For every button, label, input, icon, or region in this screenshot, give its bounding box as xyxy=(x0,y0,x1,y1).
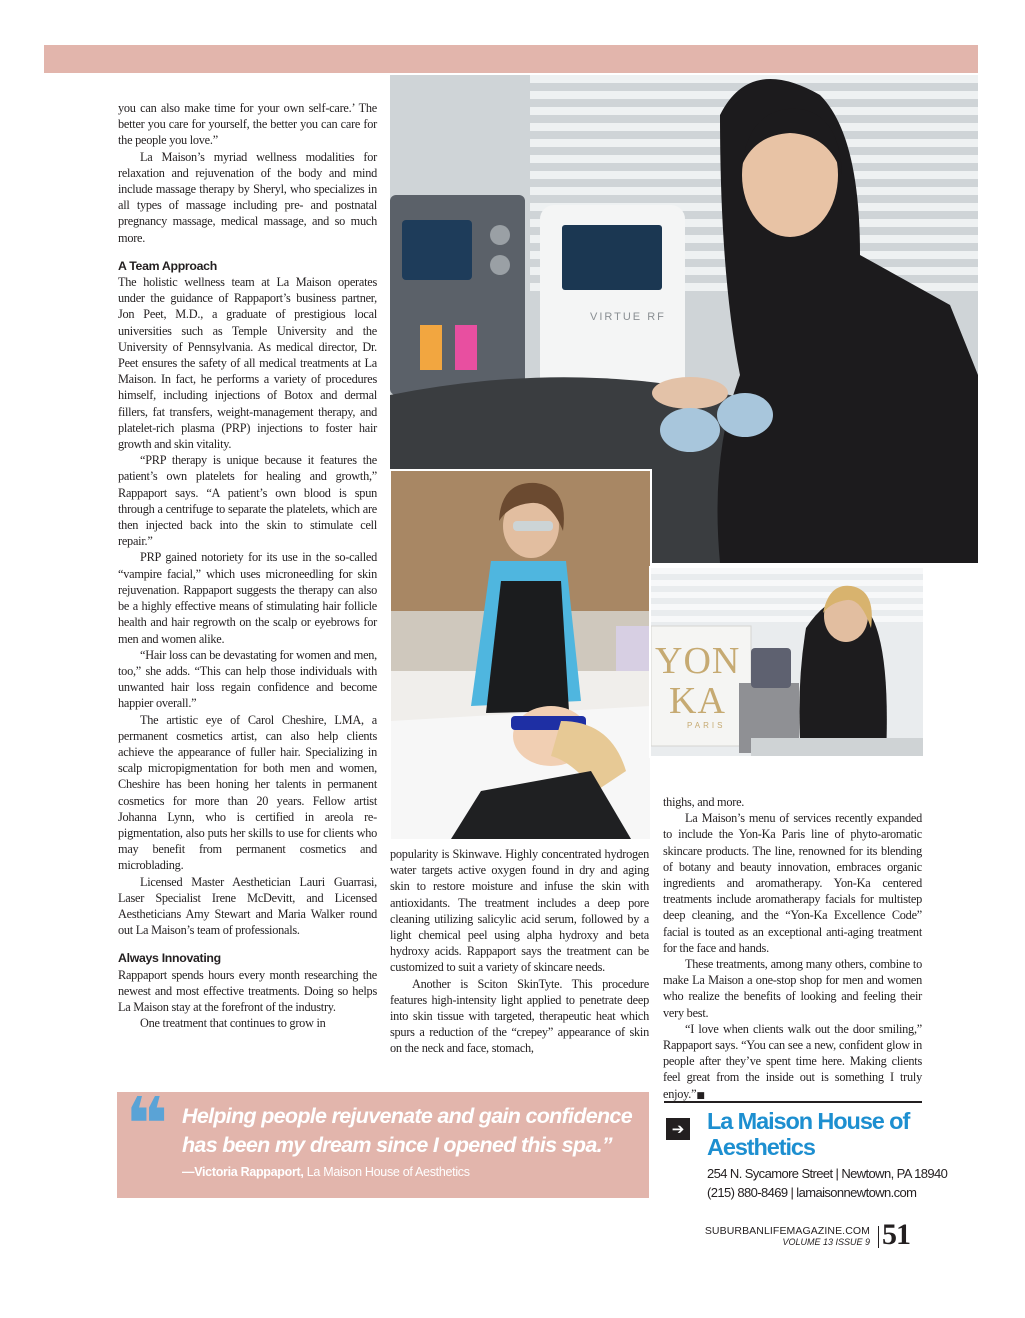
paragraph: popularity is Skinwave. Highly concentrated hydrogen water targets active oxygen found in dry and aging skin to restore moisture and infuse the skin with antioxidants. The treatment includes a deep pore cleaning utilizing salicylic acid serum, followed by a light chemical peel using alpha hydroxy and beta hydroxy acids. Rappaport says the treatment can be customized to suit a variety of skincare needs. xyxy=(390,847,649,975)
paragraph: La Maison’s myriad wellness modalities for relaxation and rejuvenation of the body and mind include massage therapy by Sheryl, who specializes in all types of massage including pre- and postnatal pregnancy massage, medical massage, and so much more. xyxy=(118,149,377,245)
paragraph: you can also make time for your own self-care.’ The better you care for yourself, the better you can care for the people you love.” xyxy=(118,101,377,148)
business-phone-website: (215) 880-8469 | lamaisonnewtown.com xyxy=(707,1185,917,1200)
paragraph: Another is Sciton SkinTyte. This procedure features high-intensity light applied to penetrate deep into skin tissue with targeted, therapeutic heat which spurs a reduction of the “crepey” appearance of skin on the neck and face, stomach, xyxy=(390,976,649,1056)
section-heading: A Team Approach xyxy=(118,258,217,273)
header-color-band xyxy=(44,45,978,73)
paragraph: La Maison’s menu of services recently expanded to include the Yon-Ka Paris line of phyto-aromatic skincare products. The line, renowned for its blending of botany and beauty innovation, embraces organic ingredients and aromatherapy. Yon-Ka centered treatments include aromatherapy facials for multistep deep cleaning, and the “Yon-Ka Excellence Code” facial is touted as an exceptional anti-aging treatment for the face and hands. xyxy=(663,811,922,955)
footer-volume: VOLUME 13 ISSUE 9 xyxy=(782,1237,870,1247)
article-column-3 xyxy=(663,794,922,1104)
paragraph: Licensed Master Aesthetician Lauri Guarrasi, Laser Specialist Irene McDevitt, and Licensed Aestheticians Amy Stewart and Maria Walker round out La Maison’s team of professionals. xyxy=(118,874,377,938)
attribution-org: La Maison House of Aesthetics xyxy=(306,1165,470,1179)
article-column-1 xyxy=(118,100,377,1031)
paragraph: Rappaport spends hours every month researching the newest and most effective treatments. Doing so helps La Maison stay at the forefront of the industry. xyxy=(118,967,377,1014)
section-heading: Always Innovating xyxy=(118,951,221,966)
yonka-logo-top: YON xyxy=(655,640,741,682)
end-mark: ■ xyxy=(696,1090,705,1101)
paragraph: thighs, and more. xyxy=(663,795,745,809)
device-label: VIRTUE RF xyxy=(590,311,666,323)
attribution-name: —Victoria Rappaport, xyxy=(182,1165,304,1179)
paragraph: These treatments, among many others, combine to make La Maison a one-stop shop for men and women who realize the benefits of looking and feeling their very best. xyxy=(663,957,922,1020)
article-column-2 xyxy=(390,846,649,1057)
paragraph: “PRP therapy is unique because it features the patient’s own platelets for healing and growth,” Rappaport says. “A patient’s own blood is spun through a centrifuge to separate the platelets, which are then injected back into the skin to stimulate cell repair.” xyxy=(118,453,377,549)
paragraph: One treatment that continues to grow in xyxy=(140,1016,326,1031)
business-name: La Maison House of Aesthetics xyxy=(707,1108,910,1160)
paragraph-text: “I love when clients walk out the door smiling,” Rappaport says. “You can see a new, confident glow in people after they’ve spent time here. Making clients feel great from the inside out is something I truly enjoy.” xyxy=(663,1021,922,1101)
page-number: 51 xyxy=(882,1218,910,1251)
yonka-logo-bottom: KA xyxy=(669,680,726,722)
business-contact xyxy=(707,1164,947,1202)
paragraph: The artistic eye of Carol Cheshire, LMA, a permanent cosmetics artist, can also help clients achieve the appearance of fuller hair. Specializing in scalp micropigmentation for both men and women, Cheshire has been honing her talents in permanent cosmetics for more than 20 years. Fellow artist Johanna Lynn, who is certified in areola re-pigmentation, also puts her skills to use for clients who may benefit from permanent cosmetics and microblading. xyxy=(118,712,377,873)
quote-mark-icon: ❝ xyxy=(125,1082,169,1168)
yonka-logo-sub: PARIS xyxy=(687,721,726,730)
pull-quote-attribution xyxy=(182,1165,470,1179)
photo-yonka-products xyxy=(649,566,925,758)
footer-website: SUBURBANLIFEMAGAZINE.COM xyxy=(704,1225,870,1237)
pull-quote xyxy=(117,1082,649,1198)
footer-divider xyxy=(878,1226,879,1248)
paragraph: PRP gained notoriety for its use in the so-called “vampire facial,” which uses microneedling for skin rejuvenation. Rappaport suggests the therapy can also be a highly effective means of stimulating hair follicle health and hair regrowth on the scalp or eyebrows for men and women alike. xyxy=(118,550,377,646)
paragraph xyxy=(663,1021,922,1104)
info-divider xyxy=(664,1101,922,1103)
paragraph: “Hair loss can be devastating for women and men, too,” she adds. “This can help those individuals with unwanted hair loss regain confidence and become happier overall.” xyxy=(118,647,377,711)
pull-quote-text: Helping people rejuvenate and gain confidence has been my dream since I opened this spa.” xyxy=(182,1104,632,1157)
arrow-icon: ➔ xyxy=(666,1118,690,1140)
paragraph: The holistic wellness team at La Maison operates under the guidance of Rappaport’s business partner, Jon Peet, M.D., a graduate of prestigious local universities such as Temple University and the University of Pennsylvania. As medical director, Dr. Peet ensures the safety of all medical treatments at La Maison. In fact, he performs a variety of procedures himself, including injections of Botox and dermal fillers, fat transfers, weight-management therapy, and platelet-rich plasma (PRP) injections to foster hair growth and skin vitality. xyxy=(118,275,377,452)
photo-prp-treatment xyxy=(389,469,652,841)
business-address: 254 N. Sycamore Street | Newtown, PA 18940 xyxy=(707,1166,948,1181)
